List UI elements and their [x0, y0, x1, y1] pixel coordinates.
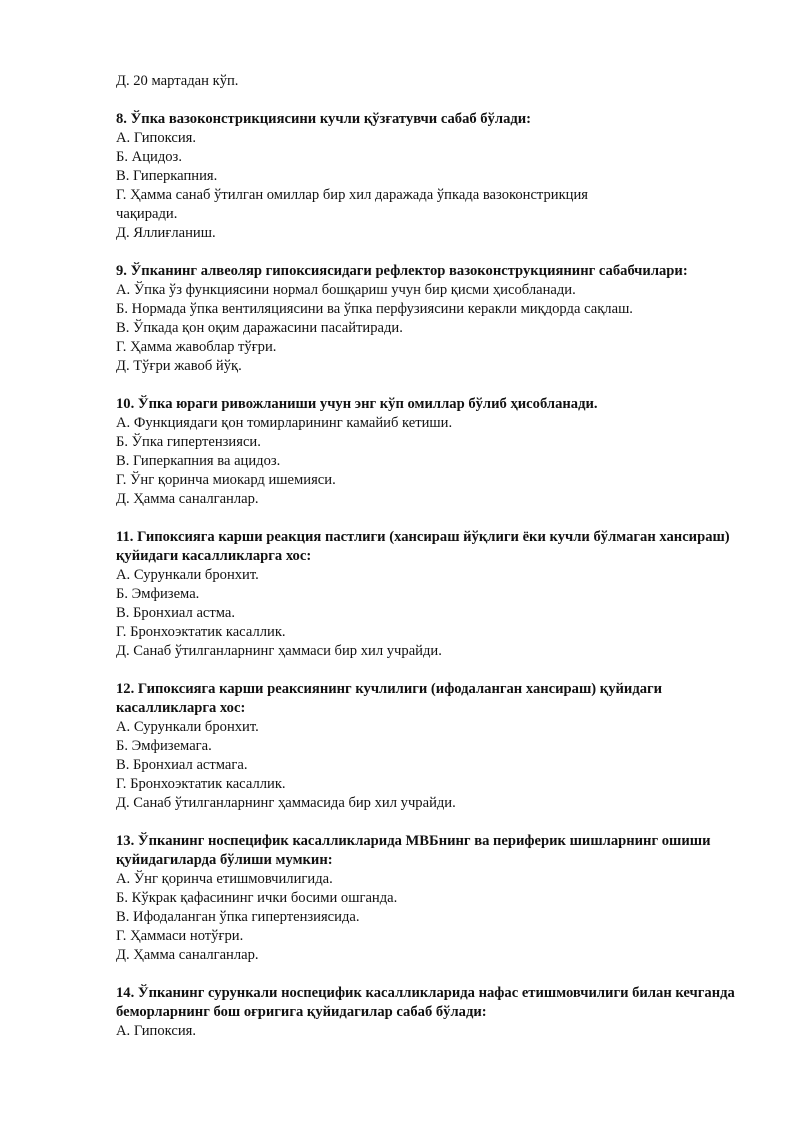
answer-option: Б. Эмфизема. [116, 586, 200, 602]
answer-option: Г. Бронхоэктатик касаллик. [116, 776, 286, 792]
question-12 [116, 680, 756, 813]
answer-option: Б. Ўпка гипертензияси. [116, 434, 261, 450]
question-13 [116, 832, 756, 965]
question-11 [116, 528, 756, 661]
answer-option: Д. Ҳамма саналганлар. [116, 947, 259, 963]
answer-option: А. Ўнг қоринча етишмовчилигида. [116, 871, 333, 887]
answer-option: Д. Ҳамма саналганлар. [116, 491, 259, 507]
question-title: 12. Гипоксияга карши реаксиянинг кучлилиги (ифодаланган хансираш) қуйидаги касалликларга хос: [116, 681, 663, 716]
question-title: 9. Ўпканинг алвеоляр гипоксиясидаги рефлектор вазоконструкциянинг сабабчилари: [116, 263, 688, 279]
answer-option: А. Сурункали бронхит. [116, 567, 259, 583]
question-14 [116, 984, 756, 1041]
answer-option: Д. Санаб ўтилганларнинг ҳаммаси бир хил учрайди. [116, 643, 442, 659]
question-title: 8. Ўпка вазоконстрикциясини кучли қўзғатувчи сабаб бўлади: [116, 111, 532, 127]
answer-option: Г. Ҳамма санаб ўтилган омиллар бир хил даражада ўпкада вазоконстрикция [116, 187, 589, 203]
answer-option: В. Ўпкада қон оқим даражасини пасайтиради. [116, 320, 403, 336]
answer-option: Г. Ҳамма жавоблар тўғри. [116, 339, 277, 355]
answer-option-continuation: чақиради. [116, 206, 178, 222]
answer-option: В. Ифодаланган ўпка гипертензиясида. [116, 909, 360, 925]
answer-option: Д. Яллиғланиш. [116, 225, 216, 241]
answer-option: В. Гиперкапния. [116, 168, 218, 184]
answer-option: А. Сурункали бронхит. [116, 719, 259, 735]
answer-option: Б. Нормада ўпка вентиляциясини ва ўпка перфузиясини керакли миқдорда сақлаш. [116, 301, 633, 317]
answer-option: А. Гипоксия. [116, 130, 197, 146]
answer-option: А. Гипоксия. [116, 1023, 197, 1039]
answer-option: Б. Ацидоз. [116, 149, 182, 165]
question-9 [116, 262, 756, 376]
question-title: 11. Гипоксияга карши реакция пастлиги (хансираш йўқлиги ёки кучли бўлмаган хансираш) қуйидаги касалликларга хос: [116, 529, 730, 564]
answer-option: В. Бронхиал астма. [116, 605, 236, 621]
answer-option: В. Гиперкапния ва ацидоз. [116, 453, 281, 469]
answer-option: Д. Тўғри жавоб йўқ. [116, 358, 242, 374]
intro-line: Д. 20 мартадан кўп. [116, 73, 239, 89]
answer-option: Д. Санаб ўтилганларнинг ҳаммасида бир хил учрайди. [116, 795, 456, 811]
answer-option: Г. Ўнг қоринча миокард ишемияси. [116, 472, 336, 488]
answer-option: Б. Эмфиземага. [116, 738, 212, 754]
question-8 [116, 110, 756, 243]
answer-option: Б. Кўкрак қафасининг ички босими ошганда. [116, 890, 398, 906]
document-page [116, 72, 756, 1041]
answer-option: А. Функциядаги қон томирларининг камайиб кетиши. [116, 415, 453, 431]
question-title: 13. Ўпканинг носпецифик касалликларида МВБнинг ва периферик шишларнинг ошиши қуйидагиларда бўлиши мумкин: [116, 833, 711, 868]
question-title: 10. Ўпка юраги ривожланиши учун энг кўп омиллар бўлиб ҳисобланади. [116, 396, 598, 412]
answer-option: В. Бронхиал астмага. [116, 757, 248, 773]
question-10 [116, 395, 756, 509]
question-title: 14. Ўпканинг сурункали носпецифик касалликларида нафас етишмовчилиги билан кечганда беморларнинг бош оғригига қуйидагилар сабаб бўлади: [116, 985, 735, 1020]
answer-option: Г. Бронхоэктатик касаллик. [116, 624, 286, 640]
answer-option: А. Ўпка ўз функциясини нормал бошқариш учун бир қисми ҳисобланади. [116, 282, 576, 298]
answer-option: Г. Ҳаммаси нотўғри. [116, 928, 244, 944]
